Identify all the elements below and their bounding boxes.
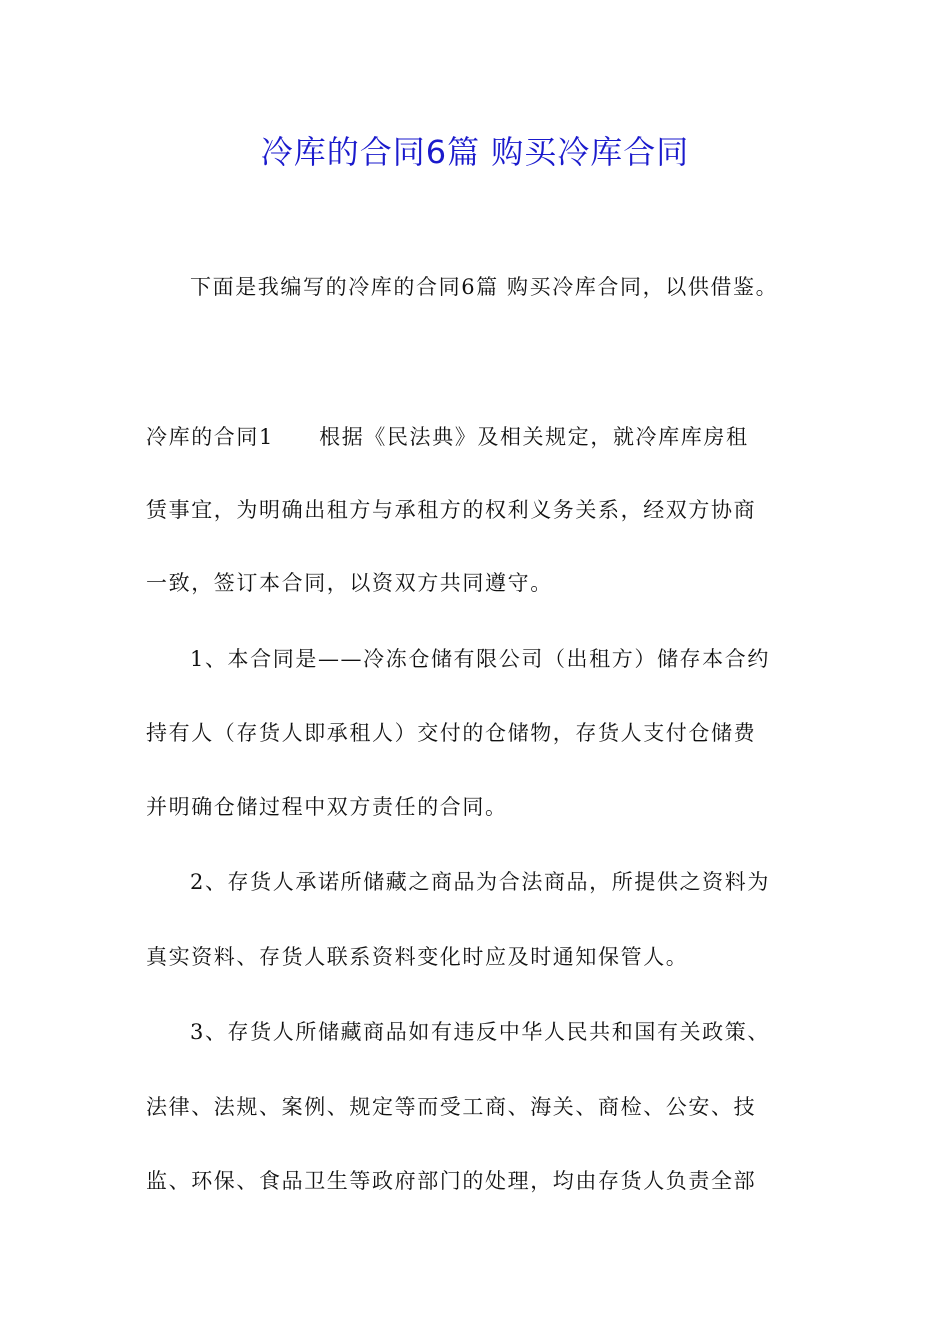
contract-1-line-3: 一致，签订本合同，以资双方共同遵守。 <box>146 571 553 595</box>
document-title: 冷库的合同6篇 购买冷库合同 <box>260 133 690 171</box>
clause-1-line-2: 持有人（存货人即承租人）交付的仓储物，存货人支付仓储费 <box>146 721 757 745</box>
clause-3-line-3: 监、环保、食品卫生等政府部门的处理，均由存货人负责全部 <box>146 1169 757 1193</box>
clause-1-line-1: 1、本合同是——冷冻仓储有限公司（出租方）储存本合约 <box>190 647 770 671</box>
clause-3-line-1: 3、存货人所储藏商品如有违反中华人民共和国有关政策、 <box>190 1020 770 1044</box>
contract-1-line-1: 冷库的合同1 根据《民法典》及相关规定，就冷库库房租 <box>146 425 749 449</box>
clause-2-line-2: 真实资料、存货人联系资料变化时应及时通知保管人。 <box>146 945 689 969</box>
clause-1-line-3: 并明确仓储过程中双方责任的合同。 <box>146 795 508 819</box>
contract-1-line-2: 赁事宜，为明确出租方与承租方的权利义务关系，经双方协商 <box>146 498 757 522</box>
clause-2-line-1: 2、存货人承诺所储藏之商品为合法商品，所提供之资料为 <box>190 870 770 894</box>
intro-line: 下面是我编写的冷库的合同6篇 购买冷库合同，以供借鉴。 <box>190 275 779 299</box>
clause-3-line-2: 法律、法规、案例、规定等而受工商、海关、商检、公安、技 <box>146 1095 757 1119</box>
